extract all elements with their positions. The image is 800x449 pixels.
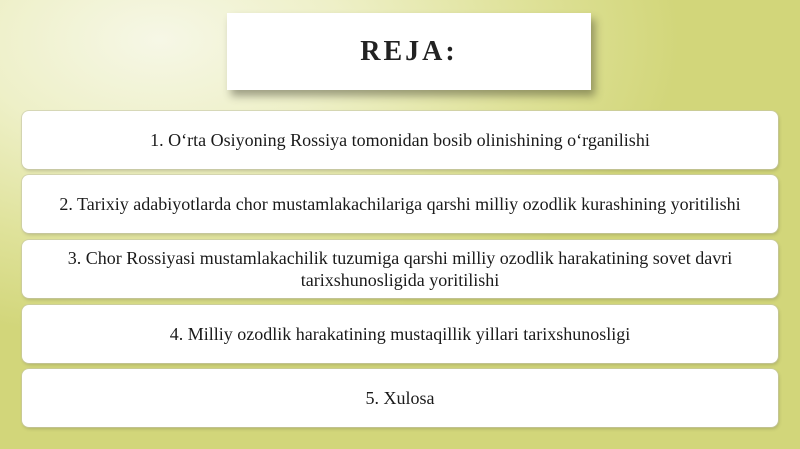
plan-item-text: 4. Milliy ozodlik harakatining mustaqillik yillari tarixshunosligi — [169, 324, 631, 344]
plan-item-text: 3. Chor Rossiyasi mustamlakachilik tuzumiga qarshi milliy ozodlik harakatining sovet davri tarixshunosligida yoritilishi — [67, 248, 733, 290]
plan-item-5 — [22, 369, 778, 427]
plan-item-1 — [22, 111, 778, 169]
plan-item-3 — [22, 240, 778, 298]
plan-item-text: 2. Tarixiy adabiyotlarda chor mustamlakachilariga qarshi milliy ozodlik kurashining yoritilishi — [59, 194, 741, 214]
plan-item-2 — [22, 175, 778, 233]
plan-item-text: 5. Xulosa — [365, 388, 435, 408]
slide-title: REJA: — [360, 35, 458, 67]
title-box — [227, 13, 591, 90]
plan-item-text: 1. O‘rta Osiyoning Rossiya tomonidan bosib olinishining o‘rganilishi — [150, 130, 650, 150]
plan-item-4 — [22, 305, 778, 363]
